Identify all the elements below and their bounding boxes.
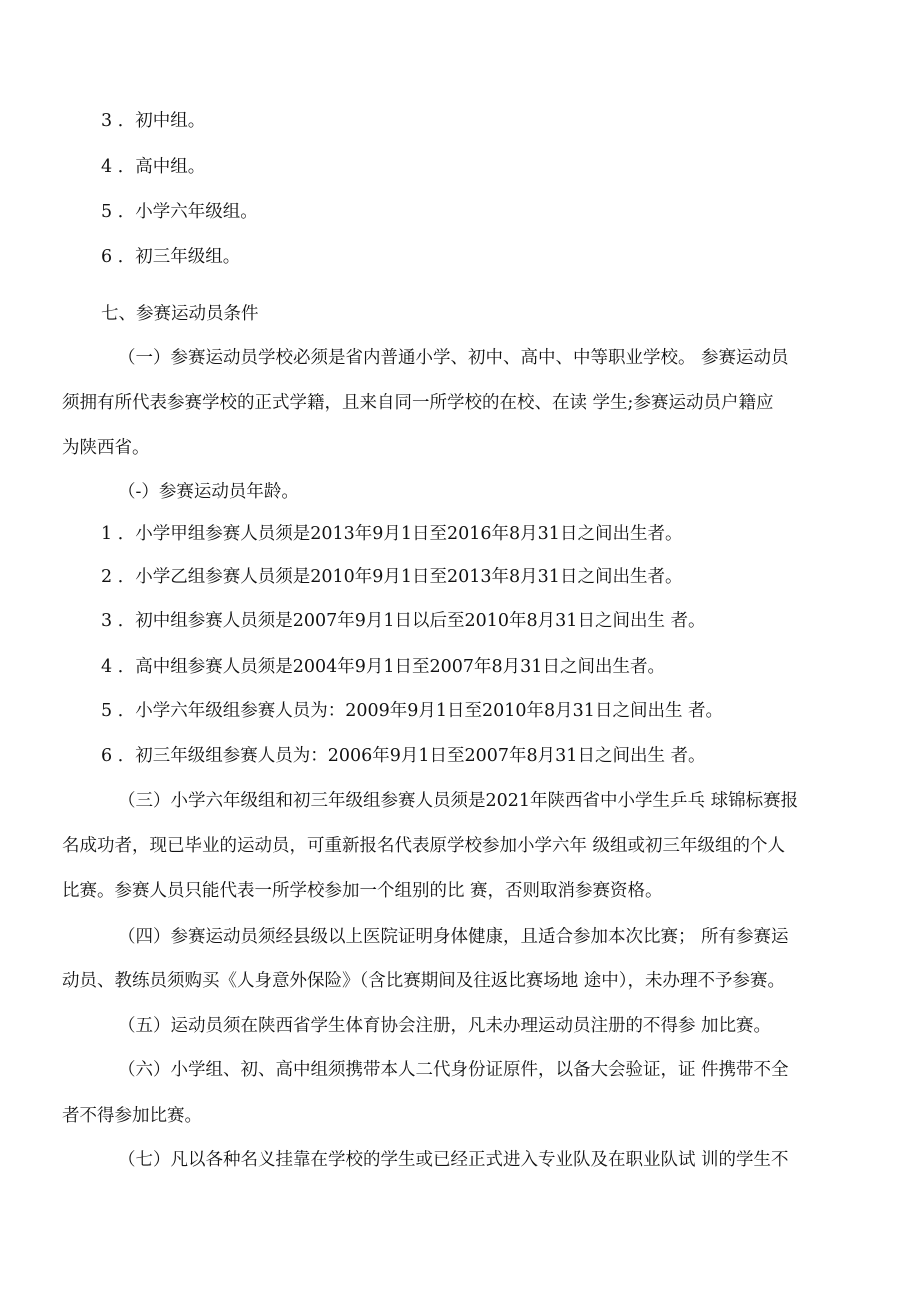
age-item-2: 2 ．小学乙组参赛人员须是2010年9月1日至2013年8月31日之间出生者。	[101, 567, 683, 587]
paragraph-line: 者不得参加比赛。	[62, 1106, 202, 1126]
section-heading: 七、参赛运动员条件	[101, 304, 259, 324]
paragraph-line: （三）小学六年级组和初三年级组参赛人员须是2021年陕西省中小学生乒乓 球锦标赛报	[118, 791, 799, 811]
paragraph-line: （五）运动员须在陕西省学生体育协会注册，凡未办理运动员注册的不得参 加比赛。	[118, 1016, 772, 1036]
paragraph-line: （七）凡以各种名义挂靠在学校的学生或已经正式进入专业队及在职业队试 训的学生不	[118, 1150, 789, 1170]
paragraph-line: （一）参赛运动员学校必须是省内普通小学、初中、高中、中等职业学校。 参赛运动员	[118, 348, 789, 368]
paragraph-line: （六）小学组、初、高中组须携带本人二代身份证原件，以备大会验证，证 件携带不全	[118, 1060, 789, 1080]
age-item-3: 3 ．初中组参赛人员须是2007年9月1日以后至2010年8月31日之间出生 者。	[101, 611, 706, 631]
paragraph-line: 为陕西省。	[62, 438, 150, 458]
age-item-4: 4 ．高中组参赛人员须是2004年9月1日至2007年8月31日之间出生者。	[101, 657, 665, 677]
age-item-5: 5 ．小学六年级组参赛人员为：2009年9月1日至2010年8月31日之间出生 者。	[101, 701, 723, 721]
list-item-4: 4 ．高中组。	[101, 157, 206, 177]
paragraph-line: 名成功者，现已毕业的运动员，可重新报名代表原学校参加小学六年 级组或初三年级组的个人	[62, 836, 786, 856]
list-item-5: 5 ．小学六年级组。	[101, 202, 258, 222]
subheading: （-）参赛运动员年龄。	[118, 482, 299, 502]
paragraph-line: （四）参赛运动员须经县级以上医院证明身体健康，且适合参加本次比赛； 所有参赛运	[118, 927, 789, 947]
age-item-6: 6 ．初三年级组参赛人员为：2006年9月1日至2007年8月31日之间出生 者。	[101, 746, 706, 766]
paragraph-line: 动员、教练员须购买《人身意外保险》（含比赛期间及往返比赛场地 途中），未办理不予参赛。	[62, 971, 786, 991]
list-item-6: 6 ．初三年级组。	[101, 247, 241, 267]
age-item-1: 1 ．小学甲组参赛人员须是2013年9月1日至2016年8月31日之间出生者。	[101, 524, 683, 544]
paragraph-line: 比赛。参赛人员只能代表一所学校参加一个组别的比 赛，否则取消参赛资格。	[62, 881, 663, 901]
paragraph-line: 须拥有所代表参赛学校的正式学籍，且来自同一所学校的在校、在读 学生;参赛运动员户籍应	[62, 393, 774, 413]
list-item-3: 3 ．初中组。	[101, 111, 206, 131]
